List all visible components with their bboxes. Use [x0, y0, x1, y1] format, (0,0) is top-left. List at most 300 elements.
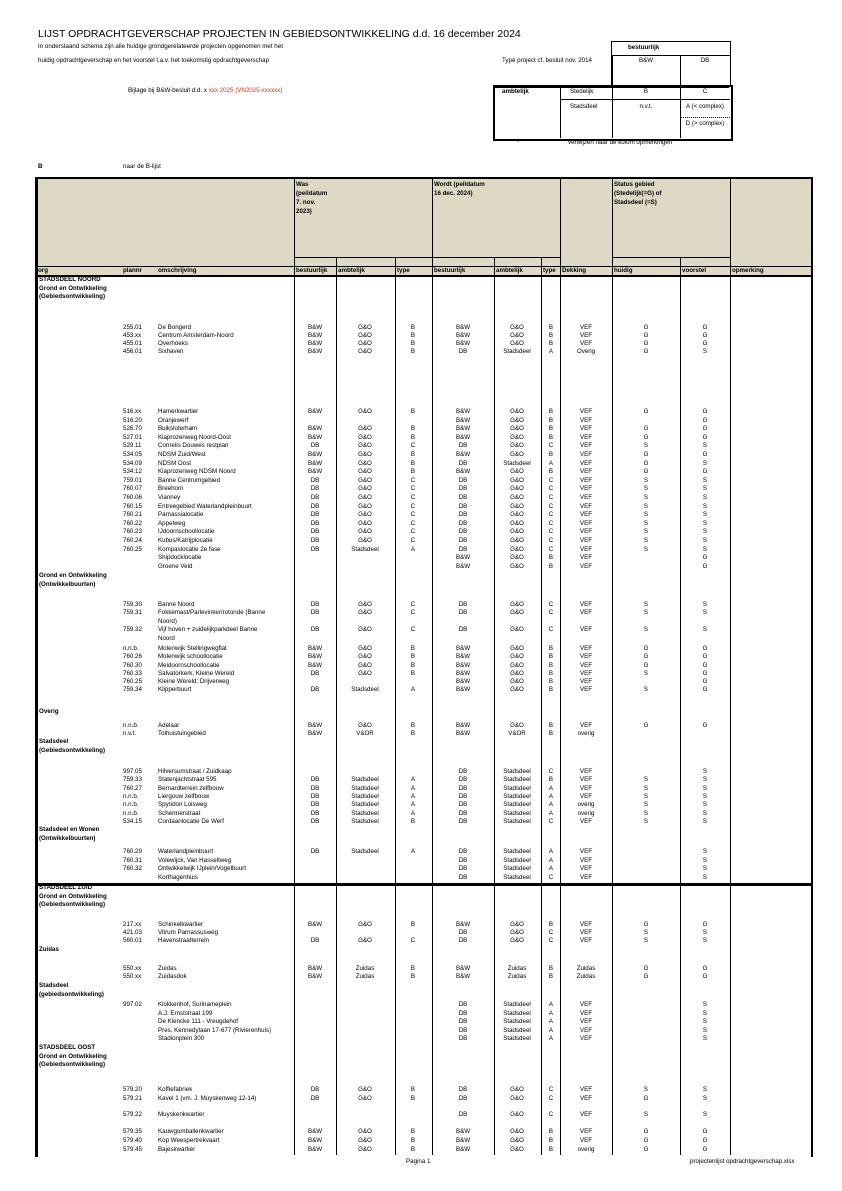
- cell-wordt-type: A: [548, 784, 554, 792]
- cell-was-bestuurlijk: DB: [310, 686, 320, 693]
- cell-wordt-bestuurlijk: DB: [458, 537, 468, 544]
- cell-dekking: VEF: [579, 1027, 593, 1034]
- column-divider: [294, 179, 295, 1155]
- cell-wordt-bestuurlijk: DB: [458, 442, 468, 450]
- cell-was-type: B: [410, 973, 416, 980]
- cell-status-huidig: S: [643, 601, 649, 608]
- cell-wordt-ambtelijk: G&O: [510, 670, 524, 677]
- cell-wordt-bestuurlijk: DB: [458, 545, 468, 553]
- cell-was-ambtelijk: G&O: [358, 442, 372, 450]
- cell-was-ambtelijk: G&O: [358, 653, 372, 660]
- cell-omschrijving: Zuidas: [158, 965, 177, 972]
- bijlage-reference: [128, 87, 282, 95]
- cell-was-bestuurlijk: B&W: [307, 324, 323, 331]
- cell-was-type: B: [410, 459, 416, 467]
- cell-wordt-ambtelijk: G&O: [510, 626, 524, 633]
- cell-dekking: VEF: [579, 686, 593, 693]
- cell-status-huidig: S: [643, 528, 649, 536]
- cell-omschrijving: Ontwikkelwijk IJplein/Vogelbuurt: [158, 865, 247, 872]
- cell-status-voorstel: S: [702, 848, 708, 855]
- cell-was-bestuurlijk: B&W: [307, 722, 323, 729]
- cell-status-huidig: S: [643, 1086, 649, 1093]
- cell-wordt-type: C: [548, 768, 554, 775]
- cell-status-huidig: G: [643, 1137, 649, 1144]
- cell-wordt-bestuurlijk: B&W: [455, 340, 471, 347]
- column-divider: [730, 179, 731, 1155]
- cell-wordt-type: A: [548, 459, 554, 467]
- cell-status-voorstel: G: [702, 662, 708, 669]
- cell-wordt-bestuurlijk: DB: [458, 1018, 468, 1025]
- cell-was-ambtelijk: G&O: [358, 1146, 372, 1153]
- cell-status-voorstel: G: [702, 653, 708, 660]
- cell-dekking: VEF: [579, 537, 593, 544]
- cell-status-voorstel: G: [702, 425, 708, 433]
- cell-was-bestuurlijk: B&W: [307, 662, 323, 669]
- cell-wordt-ambtelijk: Stadsdeel: [503, 865, 531, 872]
- cell-status-huidig: G: [643, 459, 649, 467]
- cell-status-voorstel: S: [702, 792, 708, 800]
- cell-omschrijving: Spyridon Loisweg: [158, 801, 207, 809]
- cell-was-bestuurlijk: DB: [310, 817, 320, 825]
- cell-wordt-bestuurlijk: DB: [458, 801, 468, 809]
- cell-wordt-type: B: [548, 776, 554, 784]
- cell-was-type: B: [410, 730, 416, 737]
- cell-status-voorstel: S: [702, 537, 708, 544]
- cell-wordt-bestuurlijk: DB: [458, 626, 468, 633]
- cell-wordt-ambtelijk: G&O: [510, 1137, 524, 1144]
- cell-dekking: VEF: [579, 1111, 593, 1118]
- bijlage-prefix: Bijlage bij B&W-besluit d.d. x: [128, 87, 209, 94]
- cell-wordt-type: C: [548, 601, 554, 608]
- cell-wordt-type: B: [548, 1137, 554, 1144]
- cell-wordt-bestuurlijk: DB: [458, 784, 468, 792]
- cell-omschrijving: Adelaar: [158, 722, 180, 729]
- cell-wordt-bestuurlijk: B&W: [455, 921, 471, 928]
- cell-wordt-bestuurlijk: B&W: [455, 416, 471, 424]
- cell-omschrijving: Centrum Amsterdam-Noord: [158, 332, 234, 339]
- cell-status-voorstel: S: [702, 865, 708, 872]
- cell-was-ambtelijk: Stadsdeel: [351, 686, 379, 693]
- cell-was-bestuurlijk: DB: [310, 537, 320, 544]
- cell-was-ambtelijk: G&O: [358, 722, 372, 729]
- cell-wordt-ambtelijk: G&O: [510, 528, 524, 536]
- cell-status-voorstel: S: [702, 609, 708, 616]
- cell-status-voorstel: S: [702, 485, 708, 493]
- cell-wordt-type: A: [548, 1018, 554, 1025]
- cell-was-type: B: [410, 408, 416, 415]
- cell-status-voorstel: S: [702, 459, 708, 467]
- cell-was-type: B: [410, 1128, 416, 1135]
- cell-status-huidig: S: [643, 670, 649, 677]
- cell-wordt-bestuurlijk: DB: [458, 609, 468, 616]
- cell-status-huidig: S: [643, 511, 649, 519]
- was-header: [296, 180, 327, 216]
- cell-was-bestuurlijk: DB: [310, 485, 320, 493]
- cell-plannr: 255.01: [123, 324, 142, 331]
- cell-was-type: A: [410, 801, 416, 809]
- cell-plannr: 760.30: [123, 662, 142, 669]
- cell-status-voorstel: S: [702, 1010, 708, 1017]
- cell-was-ambtelijk: Stadsdeel: [351, 817, 379, 825]
- cell-wordt-type: B: [548, 433, 554, 441]
- cell-wordt-bestuurlijk: B&W: [455, 722, 471, 729]
- cell-wordt-bestuurlijk: DB: [458, 874, 468, 881]
- cell-plannr: 760.31: [123, 857, 142, 864]
- cell-wordt-bestuurlijk: B&W: [455, 468, 471, 476]
- cell-was-ambtelijk: G&O: [358, 340, 372, 347]
- cell-dekking: VEF: [579, 332, 593, 339]
- cell-status-voorstel: S: [702, 1027, 708, 1034]
- cell-was-ambtelijk: Stadsdeel: [351, 848, 379, 855]
- cell-dekking: VEF: [579, 511, 593, 519]
- cell-was-bestuurlijk: B&W: [307, 653, 323, 660]
- cell-wordt-ambtelijk: G&O: [510, 562, 524, 570]
- cell-wordt-bestuurlijk: DB: [458, 1010, 468, 1017]
- cell-was-type: B: [410, 451, 416, 458]
- cell-wordt-bestuurlijk: DB: [458, 494, 468, 501]
- legend-bw: B&W: [638, 57, 654, 64]
- cell-status-huidig: G: [643, 408, 649, 415]
- cell-wordt-ambtelijk: Stadsdeel: [503, 1010, 531, 1017]
- cell-status-voorstel: G: [702, 1146, 708, 1153]
- cell-plannr: 516.20: [123, 416, 142, 424]
- cell-status-voorstel: S: [702, 348, 708, 355]
- cell-wordt-bestuurlijk: B&W: [455, 653, 471, 660]
- cell-plannr: 759.32: [123, 626, 142, 633]
- cell-plannr: 527.01: [123, 433, 142, 441]
- cell-plannr: 759.33: [123, 776, 142, 784]
- cell-was-ambtelijk: G&O: [358, 921, 372, 928]
- cell-wordt-ambtelijk: G&O: [510, 519, 524, 527]
- cell-wordt-ambtelijk: G&O: [510, 408, 524, 415]
- cell-omschrijving: Parnassialocatie: [158, 511, 204, 519]
- cell-plannr: 516.xx: [123, 408, 142, 415]
- cell-wordt-type: A: [548, 1035, 554, 1042]
- cell-omschrijving: Bajeskwartier: [158, 1146, 196, 1153]
- cell-status-huidig: S: [643, 502, 649, 510]
- group-heading-line: Grond en Ontwikkeling: [39, 572, 107, 579]
- legend-ambtelijk: ambtelijk: [502, 88, 529, 95]
- cell-wordt-type: B: [548, 408, 554, 415]
- cell-dekking: Zuidas: [576, 973, 596, 980]
- wordt-header-line: 16 dec. 2024): [434, 190, 473, 197]
- cell-wordt-ambtelijk: Stadsdeel: [503, 809, 531, 817]
- cell-dekking: VEF: [579, 545, 593, 553]
- cell-wordt-ambtelijk: G&O: [510, 537, 524, 544]
- cell-status-voorstel: G: [702, 686, 708, 693]
- status-header: [614, 180, 662, 207]
- list-label: B: [38, 163, 43, 170]
- cell-omschrijving: Hamerkwartier: [158, 408, 199, 415]
- cell-dekking: VEF: [579, 678, 593, 685]
- cell-status-huidig: G: [643, 973, 649, 980]
- cell-status-huidig: S: [643, 485, 649, 493]
- cell-wordt-bestuurlijk: B&W: [455, 645, 471, 652]
- group-heading-line: (gebiedsontwikkeling): [39, 990, 104, 998]
- cell-status-voorstel: S: [702, 1001, 708, 1008]
- cell-was-type: B: [410, 1095, 416, 1102]
- cell-was-type: A: [410, 848, 416, 855]
- cell-omschrijving: Kauwgomballenkwartier: [158, 1128, 224, 1135]
- group-heading-line: (Ontwikkelbuurten): [39, 834, 96, 842]
- cell-omschrijving: Kavel 1 (vm. J. Muyskenweg 12-14): [158, 1095, 257, 1102]
- cell-dekking: VEF: [579, 324, 593, 331]
- cell-was-bestuurlijk: DB: [310, 809, 320, 817]
- cell-wordt-bestuurlijk: B&W: [455, 562, 471, 570]
- cell-status-huidig: S: [643, 545, 649, 553]
- cell-was-ambtelijk: G&O: [358, 662, 372, 669]
- cell-dekking: VEF: [579, 1018, 593, 1025]
- cell-wordt-ambtelijk: G&O: [510, 494, 524, 501]
- cell-status-voorstel: G: [702, 965, 708, 972]
- cell-was-type: B: [410, 348, 416, 355]
- cell-dekking: VEF: [579, 1137, 593, 1144]
- cell-was-ambtelijk: Zuidas: [355, 965, 375, 972]
- cell-omschrijving: Volewijck, Van Hasseltweg: [158, 857, 232, 864]
- cell-plannr: 455.01: [123, 340, 142, 347]
- cell-was-type: B: [410, 340, 416, 347]
- cell-status-huidig: G: [643, 468, 649, 476]
- cell-was-type: C: [410, 528, 416, 536]
- cell-wordt-type: C: [548, 817, 554, 825]
- cell-dekking: VEF: [579, 459, 593, 467]
- cell-was-bestuurlijk: B&W: [307, 459, 323, 467]
- cell-was-bestuurlijk: B&W: [307, 348, 323, 355]
- column-header-huidig: huidig: [614, 267, 633, 274]
- group-heading-line: Overig: [39, 708, 59, 715]
- cell-dekking: VEF: [579, 476, 593, 484]
- cell-was-type: C: [410, 476, 416, 484]
- cell-wordt-ambtelijk: G&O: [510, 1086, 524, 1093]
- cell-wordt-ambtelijk: G&O: [510, 1095, 524, 1102]
- cell-dekking: VEF: [579, 494, 593, 501]
- cell-plannr: 579.45: [123, 1146, 142, 1153]
- group-heading-line: (Gebiedsontwikkeling): [39, 746, 106, 754]
- was-header-line: (peildatum: [296, 190, 328, 197]
- wordt-header: [434, 180, 485, 198]
- cell-was-bestuurlijk: DB: [310, 601, 320, 608]
- cell-plannr: 421.03: [123, 929, 142, 936]
- cell-wordt-type: C: [548, 519, 554, 527]
- cell-status-voorstel: G: [702, 451, 708, 458]
- cell-status-huidig: G: [643, 340, 649, 347]
- cell-omschrijving: Klokkenhof, Surinameplein: [158, 1001, 232, 1008]
- cell-omschrijving: IJdoornschoollocatie: [158, 528, 215, 536]
- cell-status-huidig: G: [643, 645, 649, 652]
- cell-omschrijving: Vijf hoven + zuidelijkparkdeel Banne: [158, 626, 258, 633]
- cell-wordt-type: C: [548, 545, 554, 553]
- cell-was-type: A: [410, 686, 416, 693]
- legend-bestuurlijk: bestuurlijk: [628, 44, 660, 51]
- cell-plannr: n.n.b.: [123, 792, 139, 800]
- cell-wordt-bestuurlijk: DB: [458, 348, 468, 355]
- cell-was-bestuurlijk: DB: [310, 528, 320, 536]
- cell-was-bestuurlijk: DB: [310, 545, 320, 553]
- cell-wordt-type: C: [548, 494, 554, 501]
- cell-status-huidig: S: [643, 929, 649, 936]
- cell-dekking: VEF: [579, 442, 593, 450]
- cell-wordt-bestuurlijk: DB: [458, 809, 468, 817]
- cell-dekking: overig: [577, 730, 595, 737]
- cell-wordt-type: A: [548, 348, 554, 355]
- cell-wordt-type: A: [548, 809, 554, 817]
- page-number: Pagina 1: [406, 1158, 431, 1165]
- group-heading-line: STADSDEEL NOORD: [39, 276, 101, 283]
- cell-wordt-ambtelijk: Stadsdeel: [503, 784, 531, 792]
- column-header-bestuurlijk: bestuurlijk: [296, 267, 328, 274]
- cell-wordt-bestuurlijk: DB: [458, 768, 468, 775]
- legend-db: DB: [700, 57, 710, 64]
- cell-was-type: C: [410, 626, 416, 633]
- cell-wordt-type: C: [548, 502, 554, 510]
- cell-status-huidig: G: [643, 1095, 649, 1102]
- cell-wordt-ambtelijk: G&O: [510, 601, 524, 608]
- cell-status-voorstel: S: [702, 528, 708, 536]
- cell-dekking: VEF: [579, 601, 593, 608]
- cell-was-ambtelijk: G&O: [358, 433, 372, 441]
- cell-wordt-bestuurlijk: DB: [458, 485, 468, 493]
- cell-dekking: VEF: [579, 562, 593, 570]
- cell-status-voorstel: S: [702, 1095, 708, 1102]
- cell-status-huidig: S: [643, 626, 649, 633]
- cell-wordt-bestuurlijk: DB: [458, 476, 468, 484]
- cell-was-ambtelijk: G&O: [358, 485, 372, 493]
- cell-omschrijving: Klipperbuurt: [158, 686, 192, 693]
- cell-was-type: A: [410, 792, 416, 800]
- group-heading: [39, 826, 99, 843]
- cell-was-bestuurlijk: B&W: [307, 340, 323, 347]
- cell-plannr: 550.xx: [123, 965, 142, 972]
- column-divider: [494, 258, 495, 1155]
- cell-was-ambtelijk: G&O: [358, 1095, 372, 1102]
- cell-wordt-type: B: [548, 921, 554, 928]
- status-header-line: Stadsdeel (=S): [614, 199, 657, 206]
- cell-status-huidig: G: [643, 1128, 649, 1135]
- cell-wordt-ambtelijk: G&O: [510, 937, 524, 944]
- cell-wordt-type: B: [548, 678, 554, 685]
- cell-was-bestuurlijk: B&W: [307, 1146, 323, 1153]
- cell-omschrijving: Banne Noord: [158, 601, 195, 608]
- column-header-type: type: [397, 267, 410, 274]
- cell-was-type: B: [410, 722, 416, 729]
- status-header-line: (Stedelijk(=G) of: [614, 190, 662, 197]
- page-title: LIJST OPDRACHTGEVERSCHAP PROJECTEN IN GEBIEDSONTWIKKELING d.d. 16 december 2024: [38, 28, 521, 40]
- cell-status-huidig: S: [643, 792, 649, 800]
- cell-was-bestuurlijk: B&W: [307, 1128, 323, 1135]
- cell-wordt-ambtelijk: Zuidas: [507, 973, 527, 980]
- cell-dekking: Overig: [576, 348, 596, 355]
- cell-plannr: 534.12: [123, 468, 142, 476]
- cell-wordt-type: C: [548, 485, 554, 493]
- cell-status-huidig: S: [643, 519, 649, 527]
- cell-wordt-bestuurlijk: B&W: [455, 1146, 471, 1153]
- cell-dekking: VEF: [579, 416, 593, 424]
- cell-wordt-ambtelijk: G&O: [510, 554, 524, 562]
- cell-omschrijving: Meidoornschoollocatie: [158, 662, 220, 669]
- cell-was-bestuurlijk: B&W: [307, 468, 323, 476]
- cell-wordt-bestuurlijk: DB: [458, 528, 468, 536]
- cell-plannr: 534.09: [123, 459, 142, 467]
- cell-wordt-bestuurlijk: B&W: [455, 678, 471, 685]
- cell-was-bestuurlijk: DB: [310, 792, 320, 800]
- cell-was-type: B: [410, 662, 416, 669]
- cell-was-bestuurlijk: DB: [310, 801, 320, 809]
- cell-wordt-ambtelijk: V&OR: [508, 730, 526, 737]
- cell-was-bestuurlijk: B&W: [307, 645, 323, 652]
- cell-plannr: 760.06: [123, 494, 142, 501]
- cell-wordt-bestuurlijk: B&W: [455, 332, 471, 339]
- cell-was-ambtelijk: G&O: [358, 528, 372, 536]
- cell-was-type: C: [410, 609, 416, 616]
- cell-dekking: VEF: [579, 929, 593, 936]
- cell-dekking: Zuidas: [576, 965, 596, 972]
- bijlage-number: xxx 2025 (VN2025-xxxxxx): [208, 87, 283, 94]
- cell-wordt-ambtelijk: Stadsdeel: [503, 801, 531, 809]
- column-header-type: type: [543, 267, 556, 274]
- cell-omschrijving: De Bongerd: [158, 324, 192, 331]
- cell-was-ambtelijk: G&O: [358, 670, 372, 677]
- cell-plannr: 760.33: [123, 670, 142, 677]
- cell-was-type: C: [410, 511, 416, 519]
- cell-wordt-bestuurlijk: B&W: [455, 554, 471, 562]
- cell-wordt-type: C: [548, 1095, 554, 1102]
- cell-was-bestuurlijk: DB: [310, 502, 320, 510]
- cell-omschrijving: Cornelis Douwes restplan: [158, 442, 229, 450]
- cell-omschrijving: Appelweg: [158, 519, 186, 527]
- cell-status-huidig: S: [643, 784, 649, 792]
- column-header-dekking: Dekking: [562, 267, 587, 274]
- cell-wordt-bestuurlijk: B&W: [455, 662, 471, 669]
- cell-omschrijving: Zuidasdok: [158, 973, 187, 980]
- cell-omschrijving: Muyskenkwartier: [158, 1111, 205, 1118]
- cell-was-ambtelijk: G&O: [358, 511, 372, 519]
- cell-omschrijving: Schermerstraat: [158, 809, 201, 817]
- cell-wordt-type: B: [548, 730, 554, 737]
- cell-status-huidig: S: [643, 442, 649, 450]
- cell-wordt-ambtelijk: G&O: [510, 451, 524, 458]
- legend-note: verwijzen naar de kolom opmerkingen: [568, 139, 673, 146]
- cell-status-huidig: G: [643, 921, 649, 928]
- cell-was-bestuurlijk: DB: [310, 494, 320, 501]
- cell-dekking: VEF: [579, 433, 593, 441]
- group-heading: [39, 946, 59, 955]
- cell-was-ambtelijk: G&O: [358, 626, 372, 633]
- cell-was-ambtelijk: Stadsdeel: [351, 776, 379, 784]
- cell-status-voorstel: G: [702, 562, 708, 570]
- cell-was-type: C: [410, 494, 416, 501]
- cell-wordt-bestuurlijk: DB: [458, 459, 468, 467]
- cell-status-voorstel: S: [702, 494, 708, 501]
- cell-was-type: A: [410, 545, 416, 553]
- list-description: naar de B-lijst: [123, 163, 161, 170]
- cell-dekking: VEF: [579, 722, 593, 729]
- cell-wordt-type: B: [548, 1128, 554, 1135]
- cell-dekking: overig: [577, 1146, 595, 1153]
- cell-was-ambtelijk: V&OR: [356, 730, 374, 737]
- cell-dekking: VEF: [579, 609, 593, 616]
- cell-status-voorstel: G: [702, 973, 708, 980]
- cell-dekking: VEF: [579, 645, 593, 652]
- cell-wordt-type: A: [548, 857, 554, 864]
- cell-plannr: 579.21: [123, 1095, 142, 1102]
- cell-was-type: B: [410, 965, 416, 972]
- group-heading: [39, 1044, 107, 1070]
- group-heading-line: (Gebiedsontwikkeling): [39, 293, 106, 301]
- group-heading-line: Stadsdeel: [39, 982, 69, 989]
- file-name: projectenlijst opdrachtgeverschap.xlsx: [690, 1158, 795, 1165]
- cell-status-huidig: G: [643, 433, 649, 441]
- cell-plannr: 760.27: [123, 784, 142, 792]
